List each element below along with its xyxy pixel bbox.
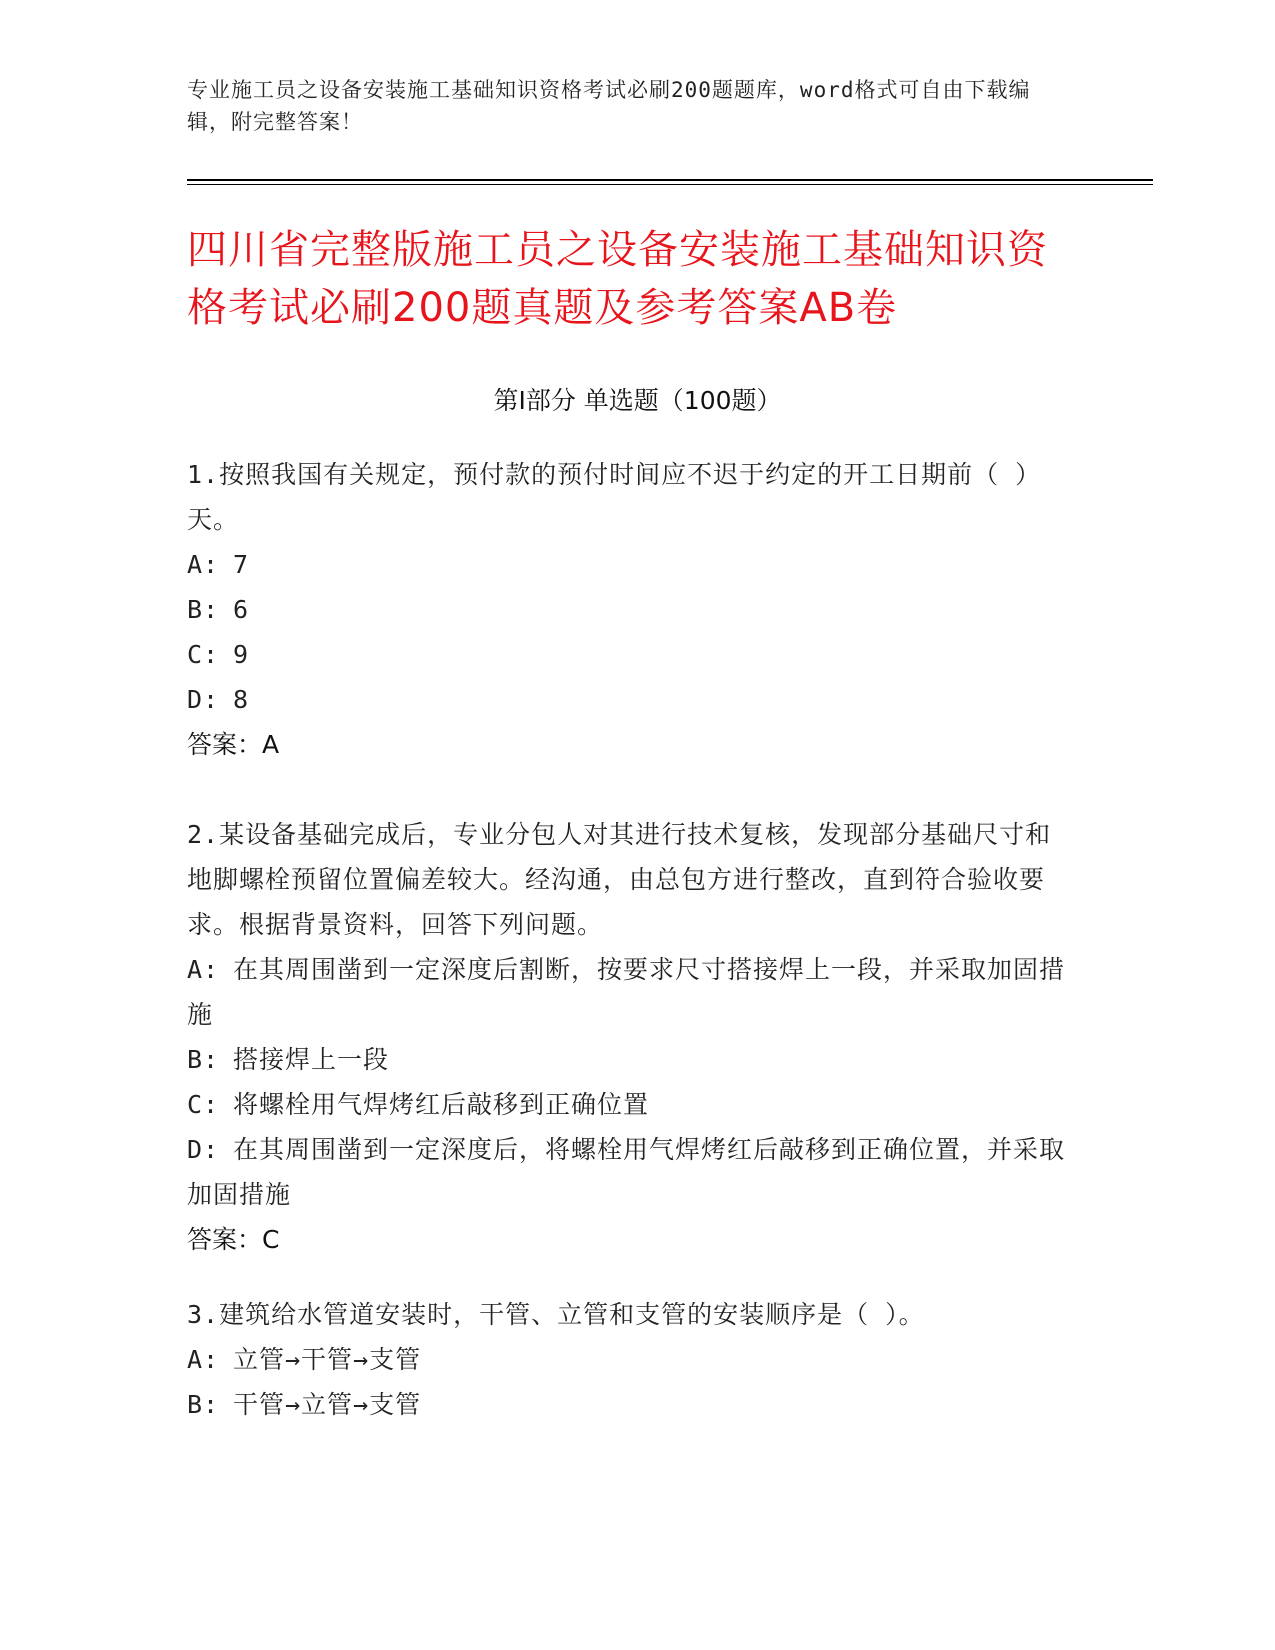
option-text: 9: [233, 640, 250, 669]
option-d: [187, 677, 1067, 722]
document-title: 四川省完整版施工员之设备安装施工基础知识资格考试必刷200题真题及参考答案AB卷: [187, 227, 1048, 331]
option-a: [187, 542, 1067, 587]
option-text: 6: [233, 595, 250, 624]
option-c: [187, 1082, 1067, 1127]
option-letter: A:: [187, 550, 220, 579]
question-3: [187, 1292, 1067, 1427]
header-rule-thick: [187, 179, 1153, 181]
option-b: [187, 587, 1067, 632]
option-letter: A:: [187, 955, 220, 984]
option-text: 立管→干管→支管: [233, 1345, 422, 1374]
question-1: [187, 452, 1067, 767]
section-title: 第Ⅰ部分 单选题（100题）: [493, 386, 782, 415]
option-text: 在其周围凿到一定深度后，将螺栓用气焊烤红后敲移到正确位置，并采取加固措施: [187, 1135, 1066, 1209]
option-letter: B:: [187, 1390, 220, 1419]
option-text: 在其周围凿到一定深度后割断，按要求尺寸搭接焊上一段，并采取加固措施: [187, 955, 1066, 1029]
header-rule-thin: [187, 184, 1153, 185]
option-letter: D:: [187, 685, 220, 714]
question-stem: 2.某设备基础完成后，专业分包人对其进行技术复核，发现部分基础尺寸和地脚螺栓预留位置偏差较大。经沟通，由总包方进行整改，直到符合验收要求。根据背景资料，回答下列问题。: [187, 820, 1052, 939]
header-note: 专业施工员之设备安装施工基础知识资格考试必刷200题题库，word格式可自由下载编辑，附完整答案！: [187, 78, 1031, 134]
answer-label: 答案：C: [187, 1225, 280, 1254]
option-letter: D:: [187, 1135, 220, 1164]
option-b: [187, 1382, 1067, 1427]
option-letter: C:: [187, 1090, 220, 1119]
option-text: 将螺栓用气焊烤红后敲移到正确位置: [233, 1090, 650, 1119]
option-a: [187, 1337, 1067, 1382]
option-text: 干管→立管→支管: [233, 1390, 422, 1419]
answer-label: 答案：A: [187, 730, 280, 759]
option-letter: C:: [187, 640, 220, 669]
question-stem: 3.建筑给水管道安装时，干管、立管和支管的安装顺序是（ ）。: [187, 1300, 925, 1329]
option-text: 7: [233, 550, 250, 579]
option-d: [187, 1127, 1067, 1217]
option-text: 搭接焊上一段: [233, 1045, 390, 1074]
option-letter: B:: [187, 595, 220, 624]
option-a: [187, 947, 1067, 1037]
option-text: 8: [233, 685, 250, 714]
question-stem: 1.按照我国有关规定，预付款的预付时间应不迟于约定的开工日期前（ ）天。: [187, 460, 1042, 534]
option-letter: B:: [187, 1045, 220, 1074]
option-letter: A:: [187, 1345, 220, 1374]
option-b: [187, 1037, 1067, 1082]
question-2: [187, 812, 1067, 1262]
option-c: [187, 632, 1067, 677]
